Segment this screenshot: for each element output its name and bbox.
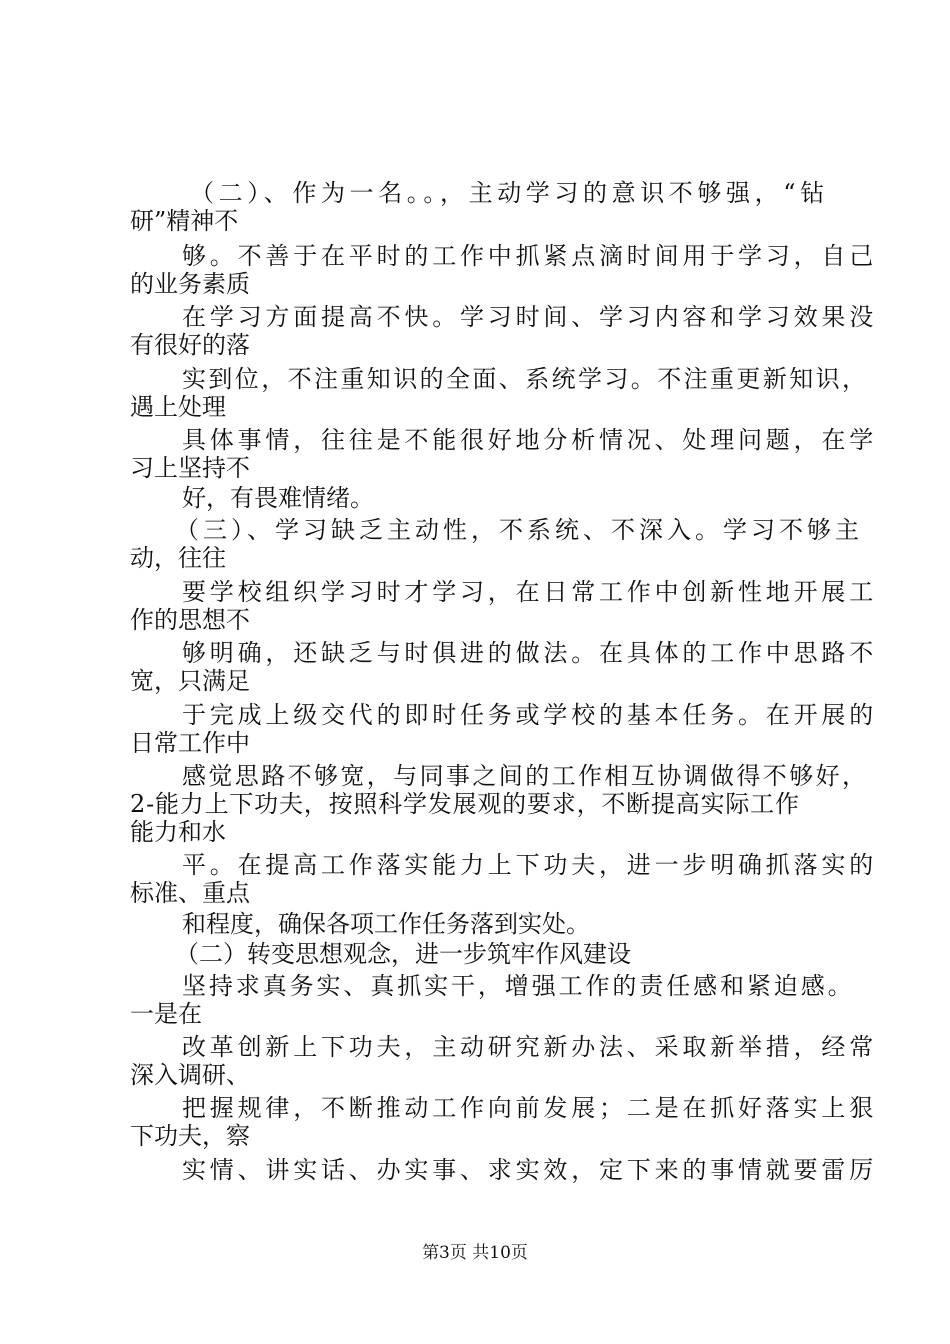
text-line: 改革创新上下功夫，主动研究新办法、采取新举措，经常 bbox=[182, 1033, 877, 1061]
text-line: 够。不善于在平时的工作中抓紧点滴时间用于学习，自己 bbox=[182, 242, 877, 270]
text-line: 把握规律，不断推动工作向前发展；二是在抓好落实上狠 bbox=[182, 1094, 877, 1122]
text-line: 平。在提高工作落实能力上下功夫，进一步明确抓落实的 bbox=[182, 851, 877, 879]
text-line: 要学校组织学习时才学习，在日常工作中创新性地开展工 bbox=[182, 578, 877, 606]
text-line: 好，有畏难情绪。 bbox=[182, 484, 374, 512]
text-line: 够明确，还缺乏与时俱进的做法。在具体的工作中思路不 bbox=[182, 639, 877, 667]
text-line: 习上坚持不 bbox=[130, 454, 250, 482]
text-line: 日常工作中 bbox=[130, 729, 250, 757]
text-line: （二）、作为一名。。，主动学习的意识不够强，“钻 bbox=[190, 179, 829, 207]
text-line: 感觉思路不够宽，与同事之间的工作相互协调做得不够好， bbox=[182, 762, 869, 790]
text-line: （二）转变思想观念，进一步筑牢作风建设 bbox=[175, 940, 631, 968]
text-line: 作的思想不 bbox=[130, 606, 250, 634]
text-line: （三）、学习缺乏主动性，不系统、不深入。学习不够主 bbox=[175, 516, 863, 544]
text-line: 研”精神不 bbox=[130, 207, 239, 235]
text-line: 坚持求真务实、真抓实干，增强工作的责任感和紧迫感。 bbox=[182, 972, 855, 1000]
text-line: 具体事情，往往是不能很好地分析情况、处理问题，在学 bbox=[182, 426, 877, 454]
text-line: 遇上处理 bbox=[130, 393, 226, 421]
text-line: 2-能力上下功夫，按照科学发展观的要求，不断提高实际工作 bbox=[130, 790, 800, 818]
text-line: 下功夫，察 bbox=[130, 1122, 250, 1150]
text-line: 和程度，确保各项工作任务落到实处。 bbox=[182, 910, 590, 938]
text-line: 有很好的落 bbox=[130, 331, 250, 359]
text-line: 一是在 bbox=[130, 1000, 202, 1028]
text-line: 能力和水 bbox=[130, 818, 226, 846]
text-line: 于完成上级交代的即时任务或学校的基本任务。在开展的 bbox=[182, 701, 877, 729]
page-number-footer: 第3页 共10页 bbox=[422, 1243, 528, 1263]
text-line: 的业务素质 bbox=[130, 270, 250, 298]
text-line: 实情、讲实话、办实事、求实效，定下来的事情就要雷厉 bbox=[182, 1156, 877, 1184]
text-line: 标准、重点 bbox=[130, 879, 250, 907]
text-line: 宽，只满足 bbox=[130, 667, 250, 695]
text-line: 在学习方面提高不快。学习时间、学习内容和学习效果没 bbox=[182, 303, 877, 331]
text-line: 深入调研、 bbox=[130, 1061, 250, 1089]
text-line: 实到位，不注重知识的全面、系统学习。不注重更新知识， bbox=[182, 365, 869, 393]
text-line: 动，往往 bbox=[130, 544, 226, 572]
